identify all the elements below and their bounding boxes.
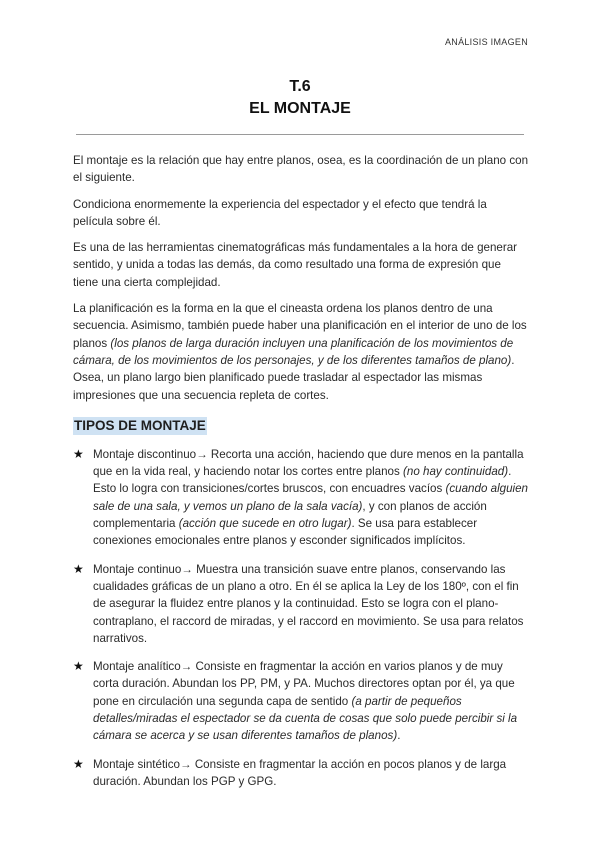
star-icon: ★ — [73, 561, 84, 576]
list-item-synthetic — [73, 756, 529, 791]
planning-text-2: . Osea, un plano largo bien planificado puede trasladar al espectador las mismas impresiones que una secuencia repleta de cortes. — [73, 353, 515, 402]
italic-run: (a partir de pequeños detalles/miradas el espectador se da cuenta de cosas que solo puede percibir si la cámara se acerca y se usan diferentes tamaños de planos) — [93, 694, 518, 743]
text-run: Montaje continuo→ Muestra una transición suave entre planos, conservando las cualidades gráficas de un plano a otro. En él se aplica la Ley de los 180º, con el fin de asegurar la fluidez entre planos y la continuidad. Esto se logra con el plano-contraplano, el raccord de miradas, y el raccord en movimiento. Se usa para relatos narrativos. — [93, 562, 524, 645]
text-run: . — [397, 729, 401, 743]
text-run: , y con planos de acción complementaria — [93, 499, 487, 531]
text-run: Montaje discontinuo→ Recorta una acción, haciendo que dure menos en la pantalla que en la vida real, y haciendo notar los cortes entre planos — [93, 447, 524, 479]
text-run: . Esto lo logra con transiciones/cortes bruscos, con encuadres vacíos — [93, 465, 512, 496]
list-item-text — [93, 658, 529, 744]
list-item-continuous — [73, 561, 529, 647]
star-icon: ★ — [73, 446, 84, 461]
italic-run: (acción que sucede en otro lugar) — [178, 517, 352, 531]
list-item-text — [93, 446, 529, 550]
montage-types-list — [73, 446, 529, 790]
star-icon: ★ — [73, 756, 84, 771]
paragraph-planning — [73, 300, 529, 404]
title-block — [0, 76, 600, 120]
italic-run: (no hay continuidad) — [403, 465, 509, 479]
planning-italic: (los planos de larga duración incluyen una planificación de los movimientos de cámara, de los movimientos de los personajes, y de los diferentes tamaños de plano) — [73, 336, 514, 367]
running-header: ANÁLISIS IMAGEN — [444, 37, 528, 47]
list-item-text — [93, 561, 529, 647]
chapter-number: T.6 — [289, 78, 311, 95]
list-item-discontinuous — [73, 446, 529, 550]
italic-run: (cuando alguien sale de una sala, y vemos un plano de la sala vacía) — [93, 482, 529, 513]
star-icon: ★ — [73, 659, 84, 674]
paragraph-experience: Condiciona enormemente la experiencia del espectador y el efecto que tendrá la película sobre él. — [73, 197, 487, 228]
list-item-text — [93, 756, 529, 791]
text-run: . Se usa para establecer conexiones emocionales entre planos y esconder significados implícitos. — [93, 517, 478, 548]
section-heading: TIPOS DE MONTAJE — [74, 417, 206, 433]
title-divider — [76, 134, 524, 135]
list-item-analytic — [73, 658, 529, 744]
paragraph-definition: El montaje es la relación que hay entre planos, osea, es la coordinación de un plano con el siguiente. — [73, 154, 529, 185]
planning-text-1: La planificación es la forma en la que el cineasta ordena los planos dentro de una secuencia. Asimismo, también puede haber una planificación en el interior de uno de los planos — [73, 302, 527, 350]
chapter-title: EL MONTAJE — [249, 100, 351, 117]
body-content — [73, 152, 529, 801]
text-run: Montaje sintético→ Consiste en fragmentar la acción en pocos planos y de larga duración. Abundan los PGP y GPG. — [93, 757, 507, 788]
text-run: Montaje analítico→ Consiste en fragmentar la acción en varios planos y de muy corta duración. Abundan los PP, PM, y PA. Muchos directores optan por él, ya que pone en circulación una segunda capa de sentido — [93, 660, 515, 708]
paragraph-tools: Es una de las herramientas cinematográficas más fundamentales a la hora de generar sentido, y unida a todas las demás, da como resultado una forma de expresión que tiene una cierta complejidad. — [73, 241, 518, 289]
